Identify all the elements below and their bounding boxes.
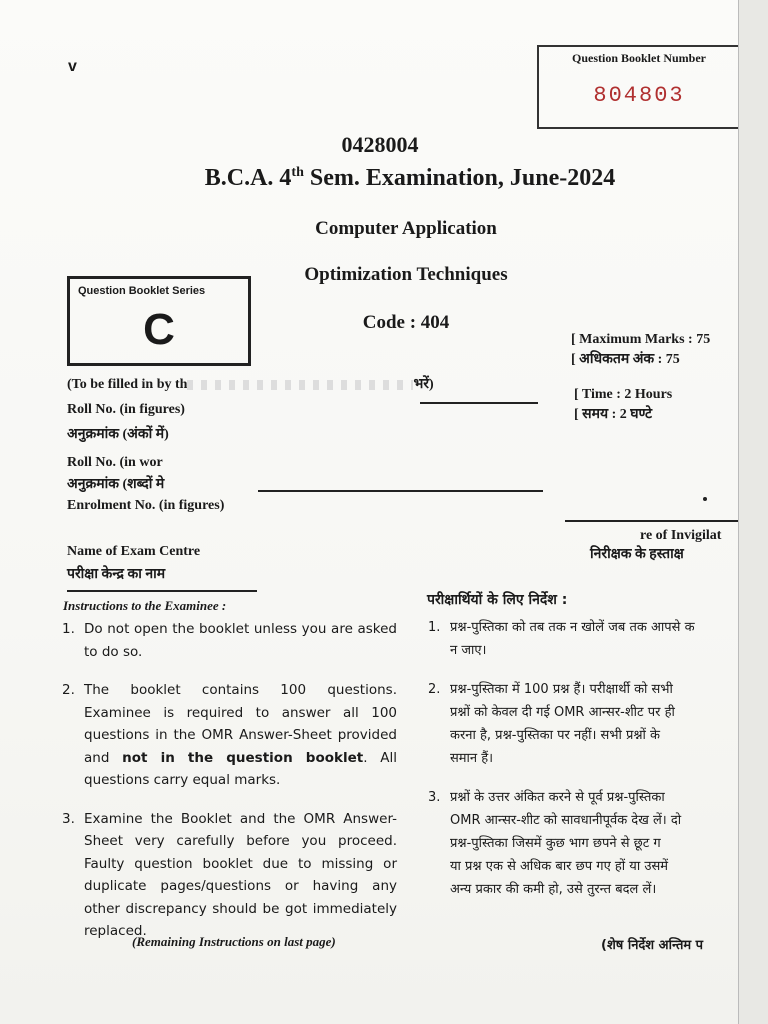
invigilator-signature: re of Invigilat निरीक्षक के हस्ताक्ष: [590, 528, 722, 562]
exam-centre-label: Name of Exam Centre: [67, 544, 201, 559]
dot-mark: [703, 497, 707, 501]
paper-code: 0428004: [341, 132, 419, 157]
exam-title: B.C.A. 4th Sem. Examination, June-2024: [204, 165, 616, 191]
roll-words-label: Roll No. (in wor: [67, 455, 163, 470]
booklet-series-box: [67, 276, 251, 366]
paper-title: Optimization Techniques: [304, 264, 508, 285]
exam-centre-label-hi: परीक्षा केन्द्र का नाम: [67, 567, 166, 582]
page-edge-shadow: [738, 0, 768, 1024]
exam-centre-line: [67, 590, 257, 592]
instruction-item-hi: 3. प्रश्नों के उत्तर अंकित करने से पूर्व प्रश्न-पुस्तिका OMR आन्सर-शीट को सावधानीपूर्वक देख लें। दो प्रश्न-पुस्तिका जिसमें कुछ भाग छपने से छूट ग या प्रश्न एक से अधिक बार छप गए हों या उसमें अन्य प्रकार की कमी हो, उसे तुरन्त बदल लें।: [428, 790, 682, 897]
enrolment-label: Enrolment No. (in figures): [67, 498, 225, 513]
top-mark: v: [68, 58, 77, 75]
booklet-number-stamp: 804803: [593, 83, 685, 108]
roll-words-label-hi: अनुक्रमांक (शब्दों मे: [67, 477, 165, 492]
redacted-text: [187, 380, 413, 390]
instruction-item-hi: 1. प्रश्न-पुस्तिका को तब तक न खोलें जब तक आपसे क न जाए।: [428, 620, 695, 658]
booklet-number-label: Question Booklet Number: [571, 51, 706, 65]
instructions-heading-hi: परीक्षार्थियों के लिए निर्देश :: [427, 592, 568, 608]
time-allowed: [ Time : 2 Hours [ समय : 2 घण्टे: [574, 387, 673, 422]
booklet-series-letter: C: [143, 305, 175, 354]
instruction-item-hi: 2. प्रश्न-पुस्तिका में 100 प्रश्न हैं। परीक्षार्थी को सभी प्रश्नों को केवल दी गई OMR आन्सर-शीट पर ही करना है, प्रश्न-पुस्तिका पर नहीं। सभी प्रश्नों के समान हैं।: [428, 682, 675, 766]
booklet-series-label: Question Booklet Series: [78, 285, 206, 297]
fill-note: (To be filled in by th भरें): [67, 377, 434, 392]
instruction-item: 3. Examine the Booklet and the OMR Answer-Sheet very carefully before you proceed. Faulty question booklet due to missing or duplicate pages/questions or having any other discrepancy should be got immediately replaced.: [62, 810, 397, 939]
instruction-item: 1. Do not open the booklet unless you are asked to do so.: [62, 621, 397, 660]
enrolment-line: [258, 490, 543, 492]
roll-figures-line: [420, 402, 538, 404]
instruction-item: 2. The booklet contains 100 questions. Examinee is required to answer all 100 questions in the OMR Answer-Sheet provided and not in the question booklet. All questions carry equal marks.: [62, 682, 397, 788]
instructions-list-en: [62, 618, 397, 959]
subject-title: Computer Application: [315, 218, 497, 239]
maximum-marks: [ Maximum Marks : 75 [ अधिकतम अंक : 75: [571, 332, 711, 367]
roll-figures-label: Roll No. (in figures): [67, 402, 185, 417]
instructions-list-hi: [428, 616, 738, 917]
invigilator-line: [565, 520, 738, 522]
instructions-heading-en: Instructions to the Examinee :: [63, 598, 227, 613]
paper-code-label: Code : 404: [362, 312, 450, 333]
remaining-instructions-note-hi: (शेष निर्देश अन्तिम प: [601, 938, 704, 953]
booklet-number-box: [537, 45, 741, 129]
remaining-instructions-note-en: (Remaining Instructions on last page): [132, 934, 336, 949]
roll-figures-label-hi: अनुक्रमांक (अंकों में): [67, 427, 169, 442]
